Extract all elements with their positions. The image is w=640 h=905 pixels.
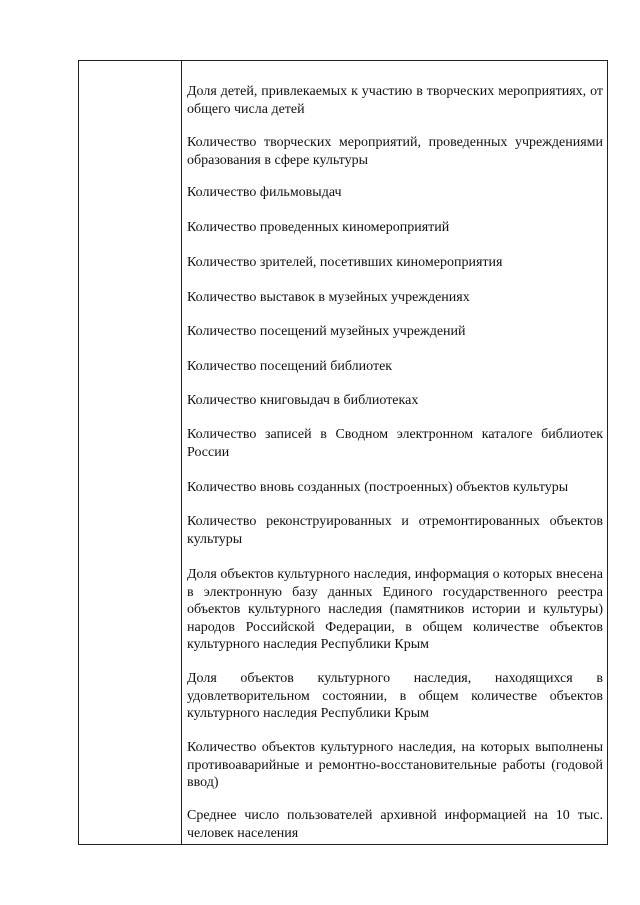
indicator-item: Количество вновь созданных (построенных) объектов культуры [187,480,569,495]
indicator-item: Доля объектов культурного наследия, информация о которых внесена в электронную базу данных Единого государственного реестра объектов культурного наследия (памятников истории и культуры) народов Российской Федерации, в общем количестве объектов культурного наследия Республики Крым [187,567,603,652]
indicator-item: Количество творческих мероприятий, проведенных учреждениями образования в сфере культуры [187,135,603,168]
indicator-item: Количество проведенных киномероприятий [187,220,450,235]
indicators-column [187,61,603,844]
indicator-item: Доля объектов культурного наследия, находящихся в удовлетворительном состоянии, в общем количестве объектов культурного наследия Республики Крым [187,671,603,721]
indicator-item: Среднее число пользователей архивной информацией на 10 тыс. человек населения [187,808,603,841]
indicator-item: Количество фильмовыдач [187,185,342,200]
indicator-item: Количество реконструированных и отремонтированных объектов культуры [187,514,603,547]
indicator-item: Количество посещений музейных учреждений [187,324,466,339]
indicator-item: Количество объектов культурного наследия, на которых выполнены противоаварийные и ремонтно-восстановительные работы (годовой ввод) [187,740,603,790]
indicator-item: Доля детей, привлекаемых к участию в творческих мероприятиях, от общего числа детей [187,84,603,117]
indicator-item: Количество выставок в музейных учреждениях [187,290,470,305]
indicators-table [78,60,608,845]
indicator-item: Количество книговыдач в библиотеках [187,393,419,408]
indicator-item: Количество зрителей, посетивших киномероприятия [187,255,503,270]
indicator-item: Количество посещений библиотек [187,359,393,374]
indicator-item: Количество записей в Сводном электронном каталоге библиотек России [187,427,603,460]
column-divider [181,61,182,844]
